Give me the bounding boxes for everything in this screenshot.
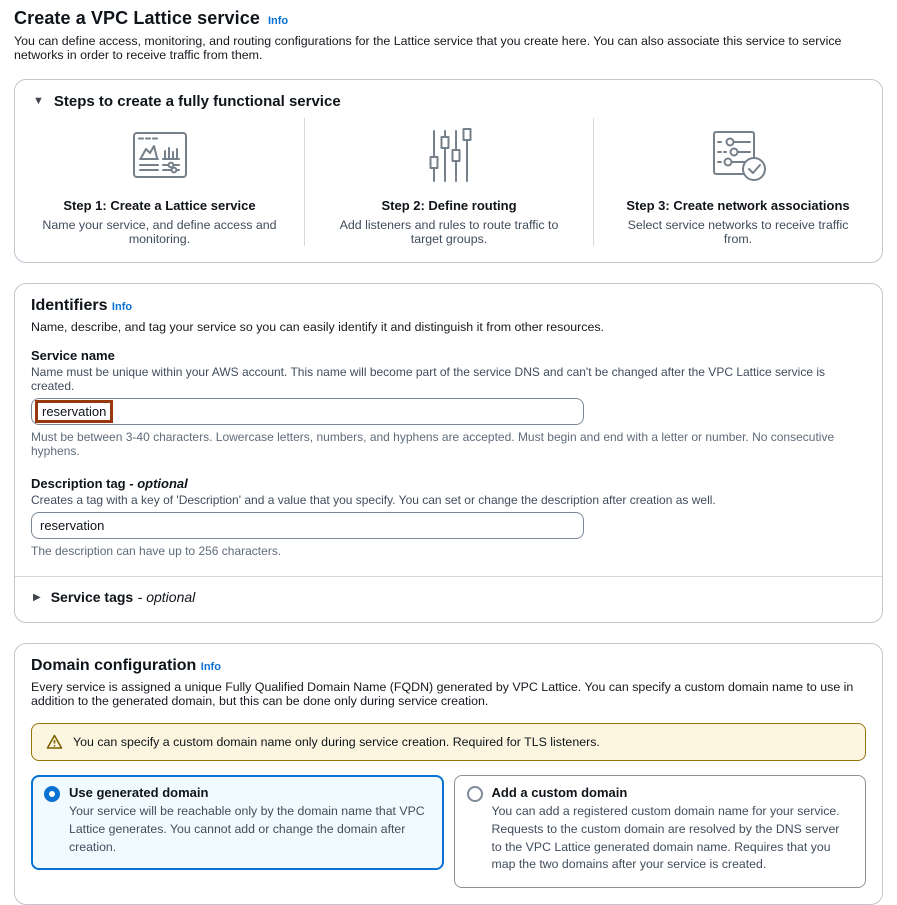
radio-unselected-icon[interactable]: [467, 786, 483, 802]
domain-header: [31, 657, 866, 675]
step-2-description: Add listeners and rules to route traffic to target groups.: [339, 218, 559, 246]
use-generated-domain-title: Use generated domain: [69, 785, 209, 800]
step-1-description: Name your service, and define access and monitoring.: [42, 218, 277, 246]
warning-text: You can specify a custom domain name only during service creation. Required for TLS listeners.: [73, 735, 600, 749]
service-name-field: [31, 348, 866, 458]
window-chart-icon: [33, 122, 286, 190]
warning-triangle-icon: [46, 734, 63, 750]
page-info-link[interactable]: Info: [267, 15, 289, 27]
identifiers-title: Identifiers: [31, 297, 108, 314]
steps-expander[interactable]: [15, 80, 882, 116]
identifiers-panel: [14, 283, 883, 623]
add-custom-domain-description: You can add a registered custom domain name for your service. Requests to the custom domain are resolved by the DNS server to the VPC Lattice generated domain name. Requires that you map the two domains after your service is created.: [491, 804, 840, 872]
use-generated-domain-description: Your service will be reachable only by the domain name that VPC Lattice generates. You cannot add or change the domain after creation.: [69, 804, 425, 854]
domain-info-link[interactable]: Info: [200, 661, 221, 673]
identifiers-description: Name, describe, and tag your service so you can easily identify it and distinguish it from other resources.: [31, 320, 605, 334]
checklist-check-icon: [612, 122, 864, 190]
description-tag-field: [31, 476, 866, 558]
description-tag-help: Creates a tag with a key of 'Description' and a value that you specify. You can set or change the description after creation as well.: [31, 493, 716, 507]
steps-grid: [15, 116, 882, 262]
description-tag-constraint: The description can have up to 256 characters.: [31, 544, 282, 558]
description-tag-input[interactable]: [31, 512, 584, 539]
page-title: Create a VPC Lattice service: [14, 8, 260, 28]
steps-header-label: Steps to create a fully functional service: [53, 93, 341, 110]
service-name-value: reservation: [35, 400, 113, 423]
step-2: [304, 118, 593, 246]
step-1-title: Step 1: Create a Lattice service: [63, 198, 256, 213]
service-name-input[interactable]: [31, 398, 584, 425]
caret-right-icon: ▶: [33, 592, 41, 603]
sliders-icon: [323, 122, 575, 190]
description-tag-optional-label: - optional: [129, 476, 188, 491]
step-1: [15, 118, 304, 246]
step-3-title: Step 3: Create network associations: [626, 198, 850, 213]
step-3: [593, 118, 882, 246]
use-generated-domain-option[interactable]: [31, 775, 444, 870]
service-name-help: Name must be unique within your AWS account. This name will become part of the service DNS and can't be changed after the VPC Lattice service is created.: [31, 365, 826, 393]
service-name-label: Service name: [31, 348, 115, 363]
warning-banner: [31, 723, 866, 761]
step-2-title: Step 2: Define routing: [381, 198, 517, 213]
page-header: [14, 8, 883, 29]
domain-configuration-panel: [14, 643, 883, 905]
domain-title: Domain configuration: [31, 657, 197, 674]
add-custom-domain-option[interactable]: [454, 775, 867, 888]
page-subtitle: You can define access, monitoring, and routing configurations for the Lattice service that you create here. You can also associate this service to service networks in order to receive traffic from them.: [14, 34, 842, 62]
radio-selected-icon[interactable]: [44, 786, 60, 802]
identifiers-header: [31, 297, 866, 315]
domain-description: Every service is assigned a unique Fully Qualified Domain Name (FQDN) generated by VPC Lattice. You can specify a custom domain name to use in addition to the generated domain, but this can be done only during service creation.: [31, 680, 854, 708]
steps-panel: [14, 79, 883, 263]
identifiers-info-link[interactable]: Info: [111, 301, 133, 313]
service-tags-optional-label: - optional: [137, 589, 196, 605]
add-custom-domain-title: Add a custom domain: [491, 785, 628, 800]
domain-options: [31, 775, 866, 888]
description-tag-label: Description tag - optional: [31, 476, 188, 491]
caret-down-icon: ▼: [33, 95, 44, 107]
service-tags-label: Service tags: [50, 589, 134, 605]
service-name-constraint: Must be between 3-40 characters. Lowercase letters, numbers, and hyphens are accepted. Must begin and end with a letter or number. No consecutive hyphens.: [31, 430, 835, 458]
step-3-description: Select service networks to receive traffic from.: [627, 218, 849, 246]
service-tags-expander[interactable]: [15, 576, 882, 622]
